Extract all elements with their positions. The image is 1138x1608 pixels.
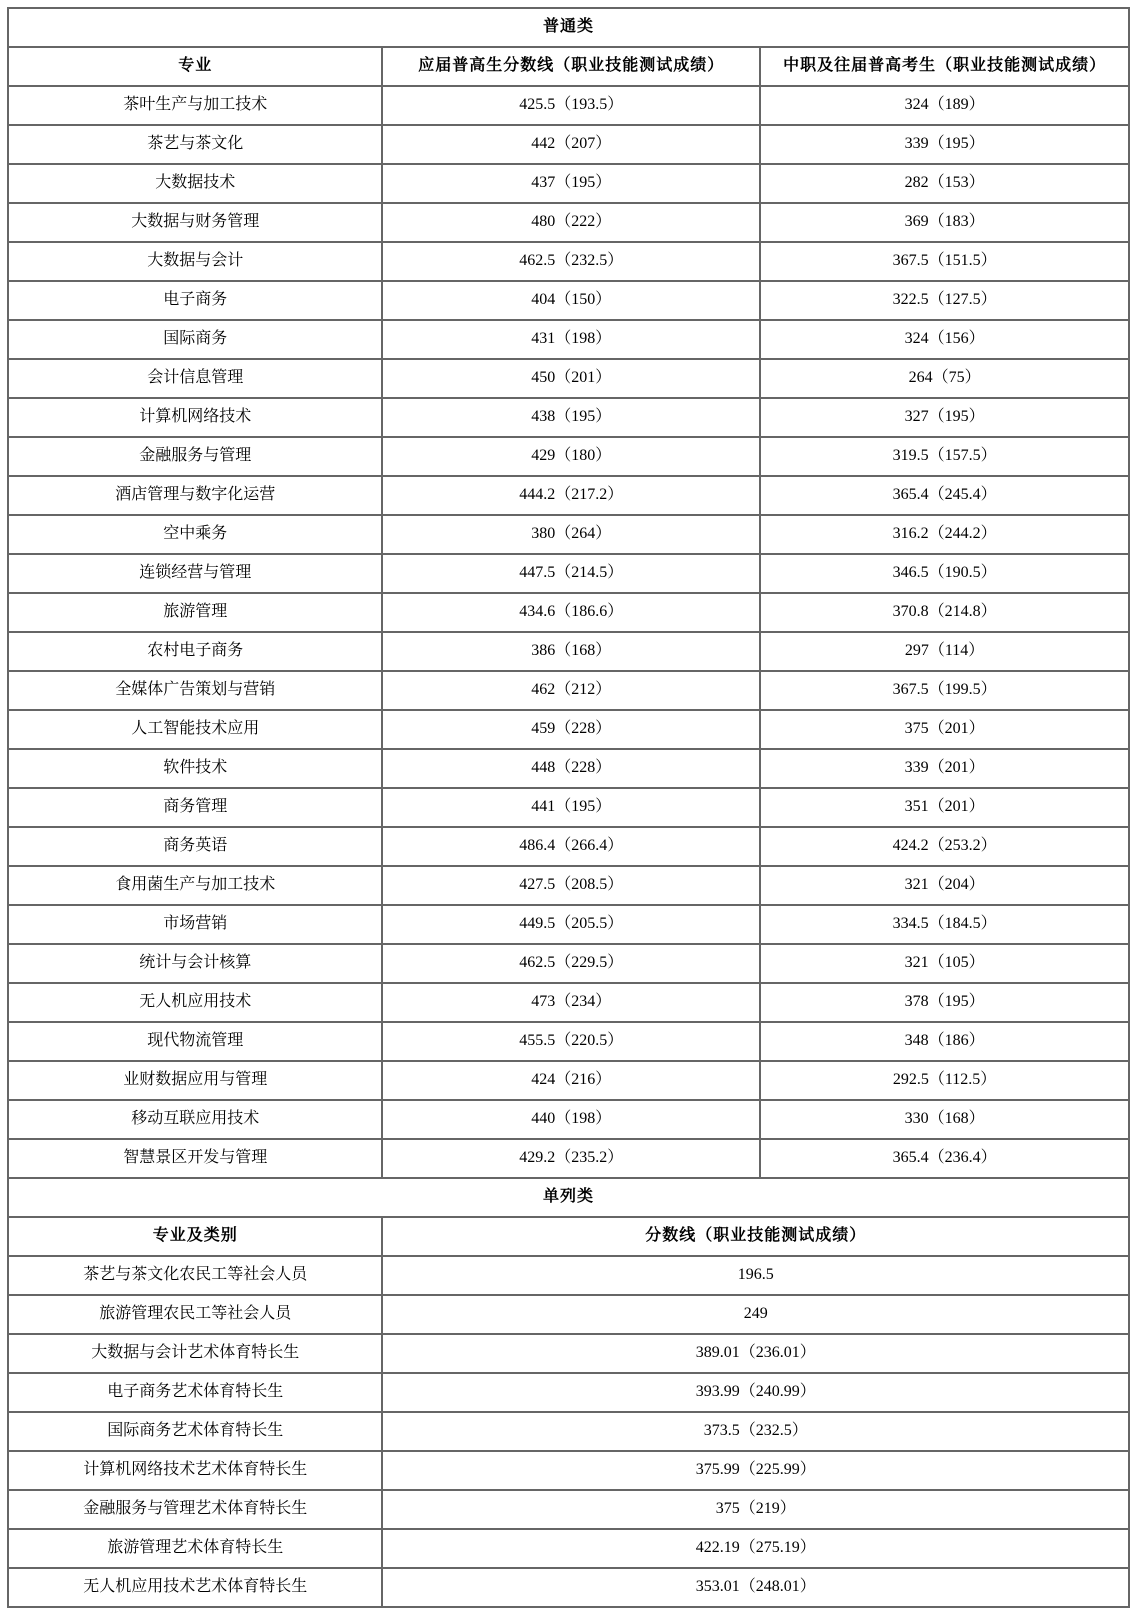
major-name-cell: 酒店管理与数字化运营 bbox=[8, 476, 382, 515]
score-value-cell: 450（201） bbox=[382, 359, 760, 398]
score-value-cell: 422.19（275.19） bbox=[382, 1529, 1129, 1568]
section-title-row bbox=[8, 8, 1129, 47]
major-name-cell: 金融服务与管理 bbox=[8, 437, 382, 476]
score-value-cell: 425.5（193.5） bbox=[382, 86, 760, 125]
major-name-cell: 计算机网络技术 bbox=[8, 398, 382, 437]
table-row bbox=[8, 1529, 1129, 1568]
table-row bbox=[8, 1100, 1129, 1139]
table-row bbox=[8, 749, 1129, 788]
major-name-cell: 食用菌生产与加工技术 bbox=[8, 866, 382, 905]
major-name-cell: 国际商务 bbox=[8, 320, 382, 359]
major-name-cell: 商务英语 bbox=[8, 827, 382, 866]
score-value-cell: 367.5（199.5） bbox=[760, 671, 1129, 710]
table-row bbox=[8, 398, 1129, 437]
score-value-cell: 480（222） bbox=[382, 203, 760, 242]
table-row bbox=[8, 554, 1129, 593]
major-name-cell: 业财数据应用与管理 bbox=[8, 1061, 382, 1100]
score-value-cell: 353.01（248.01） bbox=[382, 1568, 1129, 1607]
score-value-cell: 370.8（214.8） bbox=[760, 593, 1129, 632]
table-row bbox=[8, 827, 1129, 866]
table-row bbox=[8, 203, 1129, 242]
score-value-cell: 339（195） bbox=[760, 125, 1129, 164]
major-name-cell: 大数据技术 bbox=[8, 164, 382, 203]
section-title-row bbox=[8, 1178, 1129, 1217]
table-row bbox=[8, 1568, 1129, 1607]
score-value-cell: 378（195） bbox=[760, 983, 1129, 1022]
major-name-cell: 无人机应用技术艺术体育特长生 bbox=[8, 1568, 382, 1607]
score-value-cell: 429.2（235.2） bbox=[382, 1139, 760, 1178]
table-row bbox=[8, 1022, 1129, 1061]
table-row bbox=[8, 1295, 1129, 1334]
score-value-cell: 330（168） bbox=[760, 1100, 1129, 1139]
major-name-cell: 大数据与财务管理 bbox=[8, 203, 382, 242]
score-value-cell: 448（228） bbox=[382, 749, 760, 788]
table-row bbox=[8, 437, 1129, 476]
score-value-cell: 324（156） bbox=[760, 320, 1129, 359]
major-name-cell: 连锁经营与管理 bbox=[8, 554, 382, 593]
score-value-cell: 440（198） bbox=[382, 1100, 760, 1139]
section-title: 普通类 bbox=[8, 8, 1129, 47]
column-header: 专业及类别 bbox=[8, 1217, 382, 1256]
score-table-body bbox=[8, 8, 1129, 1607]
score-value-cell: 282（153） bbox=[760, 164, 1129, 203]
major-name-cell: 旅游管理 bbox=[8, 593, 382, 632]
score-value-cell: 334.5（184.5） bbox=[760, 905, 1129, 944]
score-value-cell: 434.6（186.6） bbox=[382, 593, 760, 632]
table-row bbox=[8, 1451, 1129, 1490]
score-value-cell: 442（207） bbox=[382, 125, 760, 164]
table-row bbox=[8, 359, 1129, 398]
score-value-cell: 437（195） bbox=[382, 164, 760, 203]
table-row bbox=[8, 983, 1129, 1022]
table-row bbox=[8, 1373, 1129, 1412]
score-value-cell: 367.5（151.5） bbox=[760, 242, 1129, 281]
score-value-cell: 429（180） bbox=[382, 437, 760, 476]
table-row bbox=[8, 242, 1129, 281]
column-header-row bbox=[8, 47, 1129, 86]
score-value-cell: 365.4（236.4） bbox=[760, 1139, 1129, 1178]
column-header-row bbox=[8, 1217, 1129, 1256]
major-name-cell: 现代物流管理 bbox=[8, 1022, 382, 1061]
admission-score-table bbox=[7, 7, 1130, 1608]
score-value-cell: 438（195） bbox=[382, 398, 760, 437]
major-name-cell: 电子商务 bbox=[8, 281, 382, 320]
major-name-cell: 国际商务艺术体育特长生 bbox=[8, 1412, 382, 1451]
score-value-cell: 386（168） bbox=[382, 632, 760, 671]
score-value-cell: 441（195） bbox=[382, 788, 760, 827]
major-name-cell: 软件技术 bbox=[8, 749, 382, 788]
score-value-cell: 424（216） bbox=[382, 1061, 760, 1100]
score-value-cell: 473（234） bbox=[382, 983, 760, 1022]
major-name-cell: 人工智能技术应用 bbox=[8, 710, 382, 749]
score-value-cell: 424.2（253.2） bbox=[760, 827, 1129, 866]
table-row bbox=[8, 476, 1129, 515]
table-row bbox=[8, 593, 1129, 632]
score-value-cell: 449.5（205.5） bbox=[382, 905, 760, 944]
score-value-cell: 375（219） bbox=[382, 1490, 1129, 1529]
table-row bbox=[8, 944, 1129, 983]
score-value-cell: 375（201） bbox=[760, 710, 1129, 749]
score-value-cell: 264（75） bbox=[760, 359, 1129, 398]
table-row bbox=[8, 1490, 1129, 1529]
major-name-cell: 旅游管理艺术体育特长生 bbox=[8, 1529, 382, 1568]
major-name-cell: 商务管理 bbox=[8, 788, 382, 827]
major-name-cell: 计算机网络技术艺术体育特长生 bbox=[8, 1451, 382, 1490]
table-row bbox=[8, 281, 1129, 320]
major-name-cell: 茶艺与茶文化农民工等社会人员 bbox=[8, 1256, 382, 1295]
score-value-cell: 462.5（232.5） bbox=[382, 242, 760, 281]
column-header: 专业 bbox=[8, 47, 382, 86]
table-row bbox=[8, 632, 1129, 671]
score-value-cell: 444.2（217.2） bbox=[382, 476, 760, 515]
table-row bbox=[8, 866, 1129, 905]
major-name-cell: 大数据与会计 bbox=[8, 242, 382, 281]
section-title: 单列类 bbox=[8, 1178, 1129, 1217]
score-value-cell: 351（201） bbox=[760, 788, 1129, 827]
major-name-cell: 全媒体广告策划与营销 bbox=[8, 671, 382, 710]
table-row bbox=[8, 86, 1129, 125]
table-row bbox=[8, 905, 1129, 944]
column-header: 应届普高生分数线（职业技能测试成绩） bbox=[382, 47, 760, 86]
major-name-cell: 农村电子商务 bbox=[8, 632, 382, 671]
score-value-cell: 369（183） bbox=[760, 203, 1129, 242]
score-value-cell: 321（105） bbox=[760, 944, 1129, 983]
score-value-cell: 427.5（208.5） bbox=[382, 866, 760, 905]
score-value-cell: 196.5 bbox=[382, 1256, 1129, 1295]
score-value-cell: 322.5（127.5） bbox=[760, 281, 1129, 320]
column-header: 分数线（职业技能测试成绩） bbox=[382, 1217, 1129, 1256]
major-name-cell: 无人机应用技术 bbox=[8, 983, 382, 1022]
score-value-cell: 327（195） bbox=[760, 398, 1129, 437]
major-name-cell: 茶艺与茶文化 bbox=[8, 125, 382, 164]
major-name-cell: 市场营销 bbox=[8, 905, 382, 944]
table-row bbox=[8, 710, 1129, 749]
score-value-cell: 346.5（190.5） bbox=[760, 554, 1129, 593]
score-value-cell: 316.2（244.2） bbox=[760, 515, 1129, 554]
score-value-cell: 455.5（220.5） bbox=[382, 1022, 760, 1061]
score-value-cell: 380（264） bbox=[382, 515, 760, 554]
major-name-cell: 电子商务艺术体育特长生 bbox=[8, 1373, 382, 1412]
score-value-cell: 431（198） bbox=[382, 320, 760, 359]
major-name-cell: 移动互联应用技术 bbox=[8, 1100, 382, 1139]
table-row bbox=[8, 320, 1129, 359]
table-row bbox=[8, 1061, 1129, 1100]
score-value-cell: 462（212） bbox=[382, 671, 760, 710]
score-value-cell: 324（189） bbox=[760, 86, 1129, 125]
major-name-cell: 旅游管理农民工等社会人员 bbox=[8, 1295, 382, 1334]
score-value-cell: 365.4（245.4） bbox=[760, 476, 1129, 515]
major-name-cell: 空中乘务 bbox=[8, 515, 382, 554]
major-name-cell: 统计与会计核算 bbox=[8, 944, 382, 983]
column-header: 中职及往届普高考生（职业技能测试成绩） bbox=[760, 47, 1129, 86]
score-value-cell: 297（114） bbox=[760, 632, 1129, 671]
score-value-cell: 486.4（266.4） bbox=[382, 827, 760, 866]
score-value-cell: 292.5（112.5） bbox=[760, 1061, 1129, 1100]
score-value-cell: 389.01（236.01） bbox=[382, 1334, 1129, 1373]
major-name-cell: 会计信息管理 bbox=[8, 359, 382, 398]
score-value-cell: 459（228） bbox=[382, 710, 760, 749]
score-value-cell: 319.5（157.5） bbox=[760, 437, 1129, 476]
table-row bbox=[8, 788, 1129, 827]
score-value-cell: 339（201） bbox=[760, 749, 1129, 788]
major-name-cell: 金融服务与管理艺术体育特长生 bbox=[8, 1490, 382, 1529]
score-value-cell: 404（150） bbox=[382, 281, 760, 320]
score-value-cell: 373.5（232.5） bbox=[382, 1412, 1129, 1451]
table-row bbox=[8, 1139, 1129, 1178]
major-name-cell: 大数据与会计艺术体育特长生 bbox=[8, 1334, 382, 1373]
table-row bbox=[8, 125, 1129, 164]
table-row bbox=[8, 1256, 1129, 1295]
score-value-cell: 348（186） bbox=[760, 1022, 1129, 1061]
score-value-cell: 321（204） bbox=[760, 866, 1129, 905]
table-row bbox=[8, 164, 1129, 203]
score-value-cell: 393.99（240.99） bbox=[382, 1373, 1129, 1412]
table-row bbox=[8, 1334, 1129, 1373]
table-row bbox=[8, 1412, 1129, 1451]
score-value-cell: 447.5（214.5） bbox=[382, 554, 760, 593]
major-name-cell: 智慧景区开发与管理 bbox=[8, 1139, 382, 1178]
score-value-cell: 462.5（229.5） bbox=[382, 944, 760, 983]
major-name-cell: 茶叶生产与加工技术 bbox=[8, 86, 382, 125]
score-value-cell: 249 bbox=[382, 1295, 1129, 1334]
score-value-cell: 375.99（225.99） bbox=[382, 1451, 1129, 1490]
table-row bbox=[8, 515, 1129, 554]
table-row bbox=[8, 671, 1129, 710]
